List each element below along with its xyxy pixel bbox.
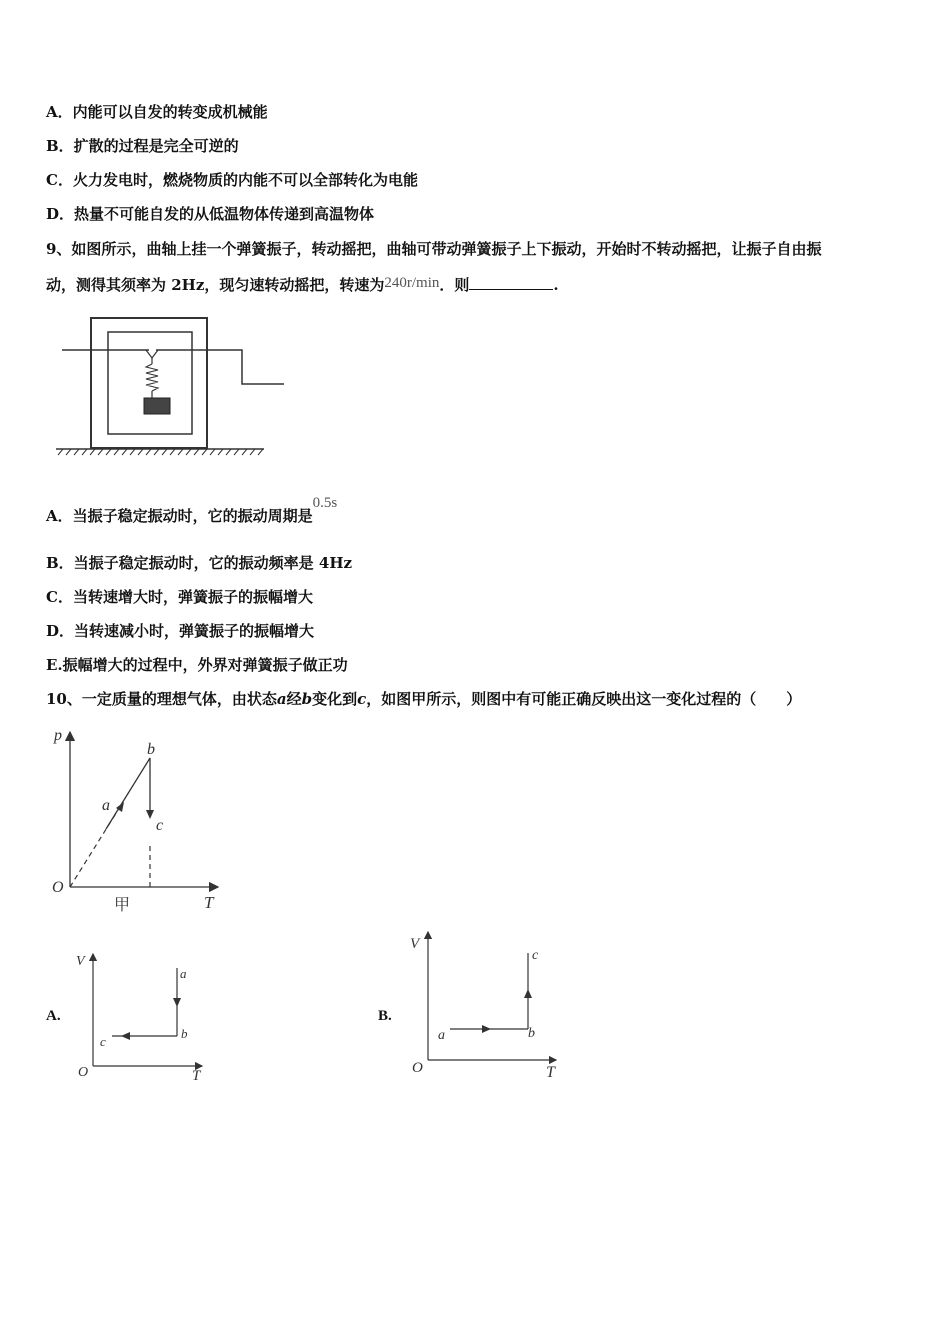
a-origin-label: O xyxy=(78,1065,89,1080)
b-point-b-label: b xyxy=(528,1026,535,1041)
q9-stem-line1: 9、如图所示，曲轴上挂一个弹簧振子，转动摇把，曲轴可带动弹簧振子上下振动，开始时不转动摇把，让振子自由振 xyxy=(46,240,822,258)
a-x-axis-label: T xyxy=(192,1068,201,1084)
q9-stem-post: ．则 xyxy=(439,276,470,294)
b-point-a-label: a xyxy=(438,1028,445,1043)
b-origin-label: O xyxy=(412,1060,423,1076)
b-point-c-label: c xyxy=(532,948,539,963)
q9-stem-line2 xyxy=(46,275,559,296)
q9-stem-pre: 动，测得其须率为 2Hz，现匀速转动摇把，转速为 xyxy=(46,276,385,294)
q10-stem xyxy=(46,689,801,709)
q9-stem-end: . xyxy=(553,276,559,294)
q9-option-a-value: 0.5s xyxy=(312,495,338,511)
q9-option-b: B．当振子稳定振动时，它的振动频率是 4Hz xyxy=(46,554,353,572)
jia-point-b-label: b xyxy=(147,741,155,758)
q10-state-a: a xyxy=(276,690,287,708)
q9-option-a-text: A．当振子稳定振动时，它的振动周期是 xyxy=(46,507,313,525)
q8-option-c: C．火力发电时，燃烧物质的内能不可以全部转化为电能 xyxy=(46,171,418,189)
q10-option-a-figure[interactable] xyxy=(70,948,220,1092)
q10-option-b-label[interactable]: B. xyxy=(378,1008,392,1024)
jia-caption: 甲 xyxy=(114,897,131,914)
jia-point-c-label: c xyxy=(156,817,164,834)
q10-figure-jia xyxy=(46,722,236,921)
q10-option-a-label[interactable]: A. xyxy=(46,1008,61,1024)
a-point-b-label: b xyxy=(181,1026,188,1041)
q8-option-d: D．热量不可能自发的从低温物体传递到高温物体 xyxy=(46,205,375,223)
q8-option-b: B．扩散的过程是完全可逆的 xyxy=(46,137,239,155)
jia-origin-label: O xyxy=(52,879,64,896)
q9-option-a xyxy=(46,495,338,527)
q9-option-c: C．当转速增大时，弹簧振子的振幅增大 xyxy=(46,588,313,606)
q9-answer-blank[interactable] xyxy=(469,275,553,290)
q9-option-e: E.振幅增大的过程中，外界对弹簧振子做正功 xyxy=(46,656,348,674)
q9-speed-value: 240r/min xyxy=(384,275,440,291)
a-y-axis-label: V xyxy=(76,954,85,969)
q10-stem-post: ，如图甲所示，则图中有可能正确反映出这一变化过程的（ ） xyxy=(366,690,802,708)
q10-stem-pre: 10、一定质量的理想气体，由状态 xyxy=(46,690,277,708)
q8-option-a: A．内能可以自发的转变成机械能 xyxy=(46,103,268,121)
q10-option-b-figure[interactable] xyxy=(404,926,574,1090)
jia-point-a-label: a xyxy=(102,797,110,814)
jia-x-axis-label: T xyxy=(204,893,214,912)
b-x-axis-label: T xyxy=(546,1064,555,1081)
q10-stem-mid1: 经 xyxy=(286,690,302,708)
q9-figure-crank-spring xyxy=(54,312,294,466)
q10-state-c: c xyxy=(357,690,367,708)
jia-y-axis-label: p xyxy=(54,727,62,744)
q9-option-d: D．当转速减小时，弹簧振子的振幅增大 xyxy=(46,622,315,640)
a-point-c-label: c xyxy=(100,1034,106,1049)
a-point-a-label: a xyxy=(180,966,187,981)
q10-stem-mid2: 变化到 xyxy=(312,690,358,708)
q10-state-b: b xyxy=(301,690,313,708)
b-y-axis-label: V xyxy=(410,936,420,952)
